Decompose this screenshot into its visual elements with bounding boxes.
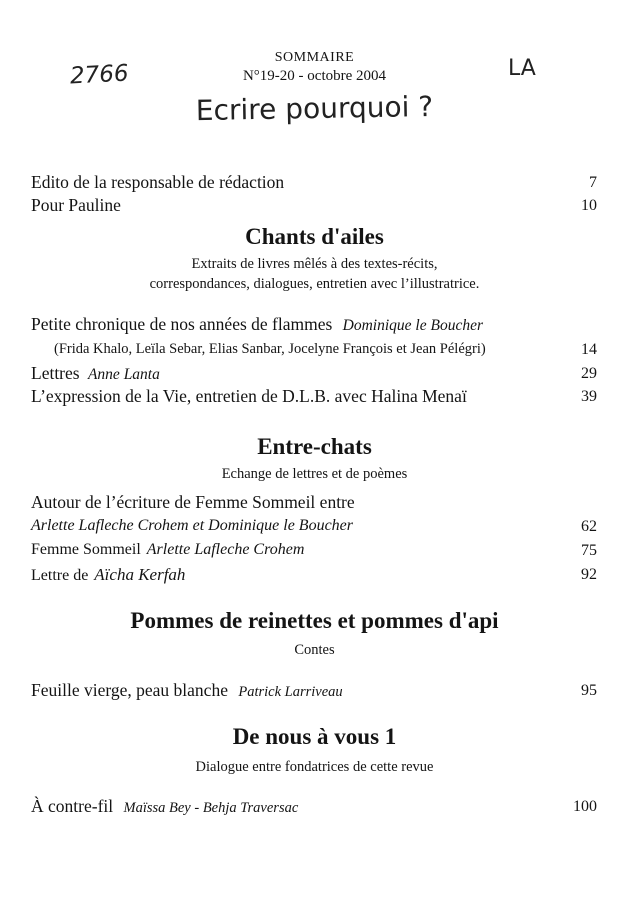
toc-entry-edito: Edito de la responsable de rédaction [31, 172, 285, 192]
page-number-contre-fil: 100 [573, 798, 597, 815]
page-number-pauline: 10 [581, 197, 597, 214]
entry-author: Dominique le Boucher [342, 317, 483, 334]
entry-author: Maïssa Bey - Behja Traversac [123, 800, 299, 816]
toc-entry-pauline: Pour Pauline [31, 195, 121, 215]
section-heading-pommes: Pommes de reinettes et pommes d'api [130, 608, 499, 633]
toc-entry-lettre [31, 565, 185, 585]
section-description-chants-2: correspondances, dialogues, entretien avec l’illustratrice. [149, 276, 480, 292]
toc-entry-contre-fil [31, 796, 298, 817]
entry-title: Lettre de [31, 567, 89, 584]
section-description-chants-1: Extraits de livres mêlés à des textes-récits, [191, 256, 438, 272]
toc-entry-chronique [31, 314, 483, 335]
section-heading-entre-chats: Entre-chats [257, 434, 372, 459]
page-number-expression: 39 [581, 388, 597, 405]
entry-title: Feuille vierge, peau blanche [31, 680, 228, 700]
handwritten-initials: LA [508, 56, 536, 81]
toc-entry-chronique-detail: (Frida Khalo, Leïla Sebar, Elias Sanbar, Jocelyne François et Jean Pélégri) [54, 341, 486, 357]
section-heading-de-nous: De nous à vous 1 [232, 724, 397, 749]
section-description-pommes: Contes [294, 642, 335, 658]
entry-author: Aïcha Kerfah [94, 565, 186, 584]
toc-entry-feuille [31, 680, 343, 701]
toc-entry-autour: Autour de l’écriture de Femme Sommeil entre [31, 492, 355, 512]
toc-entry-lettres [31, 363, 160, 384]
entry-title: Petite chronique de nos années de flammes [31, 314, 333, 334]
page-number-feuille: 95 [581, 682, 597, 699]
issue-title: Ecrire pourquoi ? [195, 89, 434, 128]
page-number-lettre: 92 [581, 566, 597, 583]
section-heading-chants: Chants d'ailes [245, 224, 384, 249]
entry-title: À contre-fil [31, 796, 114, 816]
toc-entry-expression: L’expression de la Vie, entretien de D.L.B. avec Halina Menaï [31, 386, 467, 406]
page-number-autour: 62 [581, 518, 597, 535]
entry-title: Femme Sommeil [31, 541, 141, 558]
toc-entry-femme-sommeil [31, 541, 304, 559]
entry-author: Arlette Lafleche Crohem [146, 541, 305, 558]
toc-entry-autour-authors: Arlette Lafleche Crohem et Dominique le Boucher [31, 517, 353, 534]
page-number-femme-sommeil: 75 [581, 542, 597, 559]
page-number-chronique: 14 [581, 341, 597, 358]
entry-author: Patrick Larriveau [238, 684, 343, 700]
page-number-lettres: 29 [581, 365, 597, 382]
sommaire-label: SOMMAIRE [274, 50, 355, 65]
section-description-entre-chats: Echange de lettres et de poèmes [221, 466, 408, 482]
entry-title: Lettres [31, 363, 80, 383]
section-description-de-nous: Dialogue entre fondatrices de cette revue [195, 759, 434, 775]
entry-author: Anne Lanta [87, 366, 160, 383]
handwritten-number: 2766 [69, 60, 130, 90]
page-number-edito: 7 [589, 174, 597, 191]
issue-line: N°19-20 - octobre 2004 [242, 68, 387, 84]
